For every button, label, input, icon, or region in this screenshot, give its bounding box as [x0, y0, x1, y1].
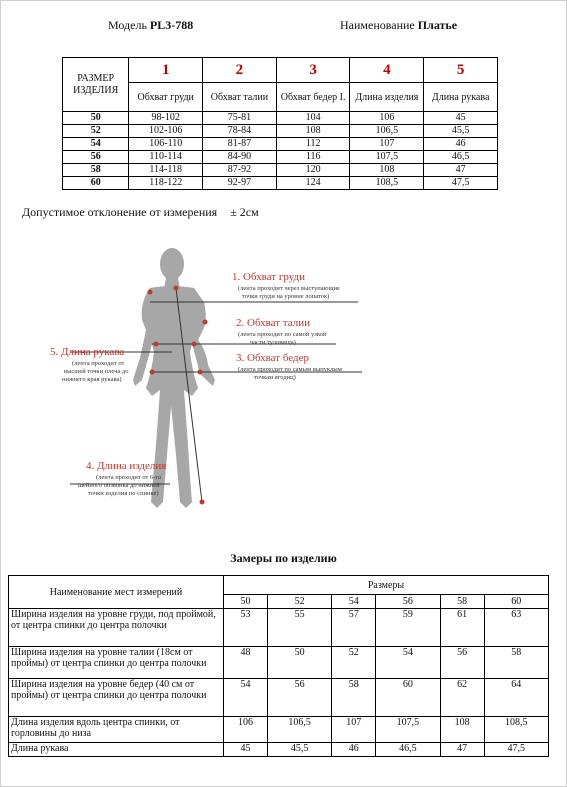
label-sleeve-desc: нижнего края рукава): [62, 376, 122, 383]
size-row: [63, 112, 498, 125]
product-name-label: Наименование: [340, 18, 415, 32]
size-row: [63, 138, 498, 151]
model-label: Модель: [108, 18, 147, 32]
size-cell: 110-114: [129, 151, 203, 164]
label-chest-desc: точки груди на уровне лопаток): [242, 293, 330, 300]
size-cell: 108,5: [350, 177, 424, 190]
size-label: 54: [63, 138, 129, 151]
size-cell: 47,5: [424, 177, 498, 190]
label-waist-title: 2. Обхват талии: [236, 317, 311, 329]
measurement-row: [9, 717, 549, 743]
measurement-value: 46: [332, 743, 376, 757]
size-cell: 107,5: [350, 151, 424, 164]
size-cell: 46: [424, 138, 498, 151]
measurement-value: 47: [440, 743, 484, 757]
measurement-value: 58: [484, 647, 549, 679]
measure-number-4: 4: [350, 58, 424, 83]
measurement-value: 106: [224, 717, 268, 743]
measurement-row: [9, 743, 549, 757]
size-cell: 112: [276, 138, 350, 151]
size-column-header: 58: [440, 595, 484, 609]
size-cell: 118-122: [129, 177, 203, 190]
label-chest-desc: (лента проходит через выступающие: [238, 285, 340, 292]
size-cell: 104: [276, 112, 350, 125]
measurement-value: 107: [332, 717, 376, 743]
size-cell: 106-110: [129, 138, 203, 151]
measurement-value: 106,5: [267, 717, 331, 743]
label-sleeve-desc: высшей точки плеча до: [64, 368, 129, 375]
measurement-value: 64: [484, 679, 549, 717]
label-length-desc: точки изделия по спинке): [88, 490, 159, 497]
size-cell: 75-81: [203, 112, 277, 125]
size-cell: 106,5: [350, 125, 424, 138]
measurement-value: 45: [224, 743, 268, 757]
body-measurement-figure: [40, 240, 380, 525]
measure-number-1: 1: [129, 58, 203, 83]
measurement-value: 56: [440, 647, 484, 679]
size-cell: 78-84: [203, 125, 277, 138]
tolerance-value: ± 2см: [230, 205, 259, 219]
size-cell: 45,5: [424, 125, 498, 138]
measurement-value: 108,5: [484, 717, 549, 743]
measurement-value: 45,5: [267, 743, 331, 757]
measurement-name: Длина рукава: [9, 743, 224, 757]
measurement-name: Ширина изделия на уровне груди, под проймой, от центра спинки до центра полочки: [9, 609, 224, 647]
measurement-value: 62: [440, 679, 484, 717]
tolerance-note: [22, 205, 259, 220]
size-cell: 47: [424, 164, 498, 177]
size-column-header: 56: [376, 595, 440, 609]
size-row: [63, 177, 498, 190]
size-cell: 92-97: [203, 177, 277, 190]
label-hips-title: 3. Обхват бедер: [236, 352, 309, 364]
measurement-value: 57: [332, 609, 376, 647]
size-row: [63, 164, 498, 177]
column-header: Длина рукава: [424, 83, 498, 112]
column-header: Обхват груди: [129, 83, 203, 112]
label-sleeve-desc: (лента проходит от: [72, 360, 125, 367]
measurement-value: 108: [440, 717, 484, 743]
size-column-header: 54: [332, 595, 376, 609]
size-cell: 84-90: [203, 151, 277, 164]
label-length-title: 4. Длина изделия: [86, 460, 167, 472]
size-row: [63, 151, 498, 164]
size-cell: 114-118: [129, 164, 203, 177]
measurement-name: Ширина изделия на уровне талии (18см от проймы) от центра спинки до центра полочки: [9, 647, 224, 679]
size-row: [63, 125, 498, 138]
size-column-header: 50: [224, 595, 268, 609]
model-value: PL3-788: [149, 18, 194, 32]
measurement-value: 48: [224, 647, 268, 679]
measurement-row: [9, 679, 549, 717]
size-cell: 106: [350, 112, 424, 125]
measurement-value: 50: [267, 647, 331, 679]
product-name-value: Платье: [417, 18, 458, 32]
size-label: 60: [63, 177, 129, 190]
label-waist-desc: части туловища): [250, 339, 296, 346]
column-header: Обхват бедер I.: [276, 83, 350, 112]
size-label: 52: [63, 125, 129, 138]
column-header: Длина изделия: [350, 83, 424, 112]
measurement-value: 53: [224, 609, 268, 647]
size-cell: 120: [276, 164, 350, 177]
measurement-value: 107,5: [376, 717, 440, 743]
size-cell: 81-87: [203, 138, 277, 151]
size-cell: 45: [424, 112, 498, 125]
measurement-value: 63: [484, 609, 549, 647]
size-label: 50: [63, 112, 129, 125]
size-cell: 98-102: [129, 112, 203, 125]
size-cell: 87-92: [203, 164, 277, 177]
size-cell: 108: [350, 164, 424, 177]
size-cell: 107: [350, 138, 424, 151]
measurement-value: 54: [224, 679, 268, 717]
product-name-heading: [340, 18, 457, 33]
measurement-name: Длина изделия вдоль центра спинки, от горловины до низа: [9, 717, 224, 743]
size-cell: 102-106: [129, 125, 203, 138]
measurement-name: Ширина изделия на уровне бедер (40 см от проймы) от центра спинки до центра полочки: [9, 679, 224, 717]
size-chart-table: [62, 57, 498, 190]
measurement-value: 47,5: [484, 743, 549, 757]
measurement-value: 61: [440, 609, 484, 647]
label-sleeve-title: 5. Длина рукава: [50, 346, 125, 358]
label-waist-desc: (лента проходит по самой узкой: [238, 331, 327, 338]
measurement-value: 46,5: [376, 743, 440, 757]
measurement-value: 54: [376, 647, 440, 679]
measurement-row: [9, 609, 549, 647]
measurement-value: 59: [376, 609, 440, 647]
measure-number-2: 2: [203, 58, 277, 83]
size-header: РАЗМЕР ИЗДЕЛИЯ: [63, 58, 129, 112]
measurement-row: [9, 647, 549, 679]
measurement-value: 58: [332, 679, 376, 717]
measurement-value: 60: [376, 679, 440, 717]
size-cell: 46,5: [424, 151, 498, 164]
measure-number-3: 3: [276, 58, 350, 83]
size-label: 58: [63, 164, 129, 177]
size-column-header: 60: [484, 595, 549, 609]
size-column-header: 52: [267, 595, 331, 609]
measurement-value: 56: [267, 679, 331, 717]
measurement-value: 52: [332, 647, 376, 679]
label-length-desc: (лента проходит от 6-го: [96, 474, 162, 481]
size-label: 56: [63, 151, 129, 164]
sizes-header: Размеры: [224, 576, 549, 595]
measure-number-5: 5: [424, 58, 498, 83]
size-cell: 116: [276, 151, 350, 164]
tolerance-label: Допустимое отклонение от измерения: [22, 205, 218, 219]
label-chest-title: 1. Обхват груди: [232, 271, 305, 283]
measurements-title: Замеры по изделию: [230, 551, 337, 565]
garment-measurements-table: [8, 575, 549, 757]
name-header: Наименование мест измерений: [9, 576, 224, 609]
column-header: Обхват талии: [203, 83, 277, 112]
model-heading: [108, 18, 193, 33]
label-hips-desc: (лента проходит по самым выпуклым: [238, 366, 342, 373]
size-cell: 108: [276, 125, 350, 138]
size-cell: 124: [276, 177, 350, 190]
label-length-desc: шейного позвонка до нижней: [78, 482, 160, 489]
label-hips-desc: точкам ягодиц): [254, 374, 296, 381]
measurement-value: 55: [267, 609, 331, 647]
